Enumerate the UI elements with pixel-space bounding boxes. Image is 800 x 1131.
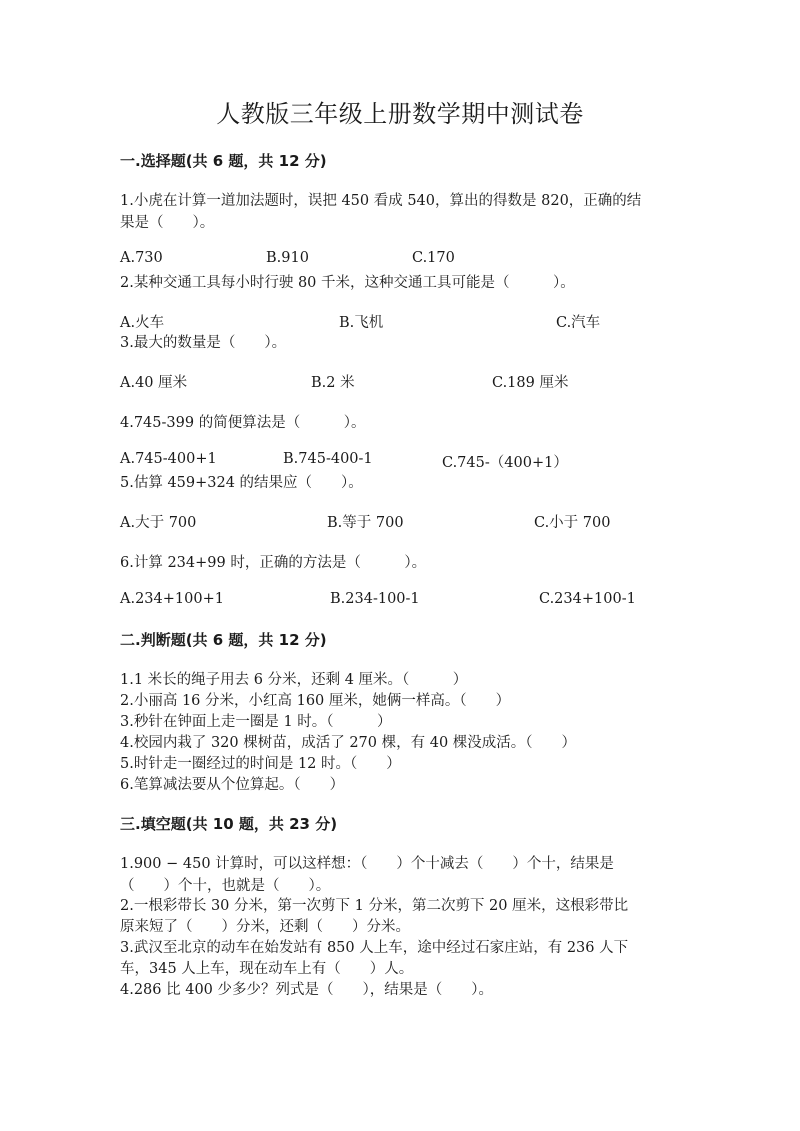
judge-item-1: 1.1 米长的绳子用去 6 分米，还剩 4 厘米。（ ）	[120, 672, 468, 688]
q6-option-a: A.234+100+1	[120, 591, 224, 607]
question-5-line-1: 5.估算 459+324 的结果应（ ）。	[120, 475, 363, 491]
fill-line-4: 原来短了（ ）分米，还剩（ ）分米。	[120, 919, 410, 935]
section-heading-choice: 一.选择题(共 6 题，共 12 分)	[120, 152, 327, 170]
fill-line-2: （ ）个十，也就是（ ）。	[120, 878, 331, 894]
q6-option-c: C.234+100-1	[539, 591, 636, 607]
q2-option-b: B.飞机	[339, 315, 384, 331]
q5-option-c: C.小于 700	[534, 515, 611, 531]
judge-item-3: 3.秒针在钟面上走一圈是 1 时。（ ）	[120, 714, 392, 730]
q6-option-b: B.234-100-1	[330, 591, 420, 607]
q3-option-c: C.189 厘米	[492, 375, 569, 391]
section-heading-fill: 三.填空题(共 10 题，共 23 分)	[120, 815, 338, 833]
fill-line-1: 1.900 − 450 计算时，可以这样想：（ ）个十减去（ ）个十，结果是	[120, 856, 614, 872]
question-3-line-1: 3.最大的数量是（ ）。	[120, 335, 287, 351]
section-heading-judge: 二.判断题(共 6 题，共 12 分)	[120, 631, 327, 649]
judge-item-2: 2.小丽高 16 分米，小红高 160 厘米，她俩一样高。（ ）	[120, 693, 511, 709]
question-1-line-2: 果是（ ）。	[120, 215, 215, 231]
q4-option-a: A.745-400+1	[120, 451, 217, 467]
q3-option-b: B.2 米	[311, 375, 355, 391]
q1-option-b: B.910	[266, 250, 309, 266]
q3-option-a: A.40 厘米	[120, 375, 188, 391]
question-4-line-1: 4.745-399 的简便算法是（ ）。	[120, 415, 366, 431]
page-title: 人教版三年级上册数学期中测试卷	[216, 100, 584, 128]
q5-option-a: A.大于 700	[120, 515, 197, 531]
fill-line-7: 4.286 比 400 少多少？列式是（ ），结果是（ ）。	[120, 982, 494, 998]
q1-option-c: C.170	[412, 250, 455, 266]
q2-option-a: A.火车	[120, 315, 165, 331]
judge-item-6: 6.笔算减法要从个位算起。（ ）	[120, 777, 345, 793]
q2-option-c: C.汽车	[556, 315, 601, 331]
fill-line-3: 2.一根彩带长 30 分米，第一次剪下 1 分米，第二次剪下 20 厘米，这根彩带比	[120, 898, 629, 914]
question-2-line-1: 2.某种交通工具每小时行驶 80 千米，这种交通工具可能是（ ）。	[120, 275, 575, 291]
q5-option-b: B.等于 700	[327, 515, 404, 531]
q1-option-a: A.730	[120, 250, 163, 266]
judge-item-5: 5.时针走一圈经过的时间是 12 时。（ ）	[120, 756, 401, 772]
question-1-line-1: 1.小虎在计算一道加法题时，误把 450 看成 540，算出的得数是 820，正确的结	[120, 193, 642, 209]
q4-option-c: C.745-（400+1）	[442, 455, 568, 471]
q4-option-b: B.745-400-1	[283, 451, 373, 467]
question-6-line-1: 6.计算 234+99 时，正确的方法是（ ）。	[120, 555, 427, 571]
judge-item-4: 4.校园内栽了 320 棵树苗，成活了 270 棵，有 40 棵没成活。（ ）	[120, 735, 577, 751]
fill-line-5: 3.武汉至北京的动车在始发站有 850 人上车，途中经过石家庄站，有 236 人下	[120, 940, 629, 956]
fill-line-6: 车，345 人上车，现在动车上有（ ）人。	[120, 961, 414, 977]
